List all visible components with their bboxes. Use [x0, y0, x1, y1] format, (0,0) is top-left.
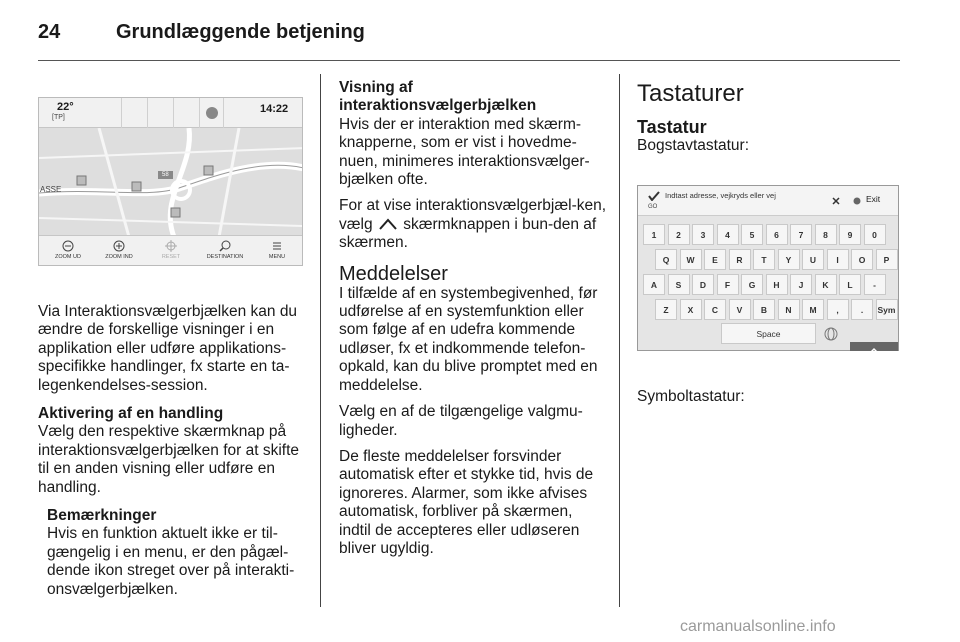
symbol-section [637, 388, 899, 414]
column-3 [637, 79, 899, 163]
crosshair-icon [165, 240, 177, 252]
map-place-label: ASSE [40, 185, 62, 194]
temperature: 22° [57, 101, 74, 113]
chevron-up-icon [850, 346, 898, 355]
key[interactable]: H [766, 274, 788, 295]
key[interactable]: 8 [815, 224, 837, 245]
zoom-in-icon [113, 240, 125, 252]
clock: 14:22 [260, 103, 289, 115]
favourites-tab[interactable] [199, 98, 224, 128]
key[interactable]: V [729, 299, 751, 320]
heading-tastaturer: Tastaturer [637, 80, 744, 107]
key[interactable]: W [680, 249, 702, 270]
zoom-out-button[interactable]: ZOOM UD [44, 236, 92, 266]
letter-keyboard-screenshot [637, 185, 899, 351]
key[interactable]: A [643, 274, 665, 295]
heading-tastatur: Tastatur [637, 117, 707, 137]
status-bar [39, 98, 302, 128]
exit-icon [853, 197, 861, 205]
key[interactable]: . [851, 299, 873, 320]
key[interactable]: N [778, 299, 800, 320]
watermark: carmanualsonline.info [680, 618, 836, 635]
key[interactable]: B [753, 299, 775, 320]
key[interactable]: 3 [692, 224, 714, 245]
clear-icon[interactable] [831, 196, 841, 206]
heading-visning: Visning af interaktionsvælgerbjælken [339, 79, 537, 115]
key[interactable]: M [802, 299, 824, 320]
go-label: GO [648, 204, 658, 210]
key[interactable]: F [717, 274, 739, 295]
key[interactable]: Q [655, 249, 677, 270]
show-bar-paragraph: For at vise interaktionsvælgerbjæl-ken, vælg skærmknappen i bun-den af skærmen. [339, 197, 607, 252]
nav-tab[interactable] [121, 98, 146, 128]
key[interactable]: 6 [766, 224, 788, 245]
page-title: Grundlæggende betjening [116, 21, 365, 43]
key[interactable]: E [704, 249, 726, 270]
exit-button[interactable]: Exit [866, 194, 881, 204]
key[interactable]: , [827, 299, 849, 320]
key[interactable]: 4 [717, 224, 739, 245]
destination-button[interactable]: DESTINATION [199, 236, 251, 266]
note-title: Bemærkninger [47, 507, 157, 525]
globe-icon[interactable] [824, 327, 838, 341]
symbol-keyboard-label: Symboltastatur: [637, 388, 745, 405]
tp-indicator: [TP] [52, 114, 65, 121]
key[interactable]: Sym [876, 299, 898, 320]
navigation-screenshot [38, 97, 303, 266]
intro-paragraph: Via Interaktionsvælgerbjælken kan du ændre de forskellige visninger i en applikation eller udføre applikations-specifikke handlinger, fx starte en ta-legenkendelses-session. [38, 303, 298, 394]
collapse-tab[interactable] [850, 342, 898, 351]
key[interactable]: K [815, 274, 837, 295]
note-text: Hvis en funktion aktuelt ikke er til-gængelig i en menu, er den pågæl-dende ikon streget over på interakti-onsvælgerbjælken. [47, 525, 295, 598]
page-number: 24 [38, 21, 61, 43]
key[interactable]: G [741, 274, 763, 295]
road-label: 58 [158, 171, 173, 179]
key[interactable]: 2 [668, 224, 690, 245]
note-box [38, 507, 308, 599]
key[interactable]: I [827, 249, 849, 270]
destination-icon [219, 240, 231, 252]
key[interactable]: 0 [864, 224, 886, 245]
key[interactable]: C [704, 299, 726, 320]
key[interactable]: X [680, 299, 702, 320]
key[interactable]: Z [655, 299, 677, 320]
column-divider [320, 74, 321, 607]
key[interactable]: 9 [839, 224, 861, 245]
key[interactable]: R [729, 249, 751, 270]
activation-paragraph: Vælg den respektive skærmknap på interaktionsvælgerbjælken for at skifte til en anden visning eller udføre en handling. [38, 423, 300, 496]
heading-meddelelser: Meddelelser [339, 262, 448, 285]
interaction-selector-bar [39, 235, 302, 265]
chevron-up-icon [377, 217, 399, 231]
options-paragraph: Vælg en af de tilgængelige valgmu-ligheder. [339, 403, 583, 439]
key[interactable]: Y [778, 249, 800, 270]
key[interactable]: 7 [790, 224, 812, 245]
key[interactable]: - [864, 274, 886, 295]
letter-keyboard-label: Bogstavtastatur: [637, 137, 750, 154]
checkmark-icon [648, 191, 660, 201]
key[interactable]: T [753, 249, 775, 270]
key[interactable]: D [692, 274, 714, 295]
meddelelser-paragraph: I tilfælde af en systembegivenhed, før udførelse af en systemfunktion eller som følge af en udefra kommende udløser, fx et indkommende telefon-opkald, kan du blive promptet med en meddelelse. [339, 284, 598, 394]
menu-button[interactable]: MENU [253, 236, 301, 266]
column-divider [619, 74, 620, 607]
reset-button[interactable]: RESET [147, 236, 195, 266]
key[interactable]: O [851, 249, 873, 270]
key[interactable]: U [802, 249, 824, 270]
zoom-out-icon [62, 240, 74, 252]
key[interactable]: P [876, 249, 898, 270]
address-input[interactable]: Indtast adresse, vejkryds eller vej [665, 191, 776, 200]
key[interactable]: S [668, 274, 690, 295]
media-tab[interactable] [147, 98, 172, 128]
column-2 [339, 79, 607, 566]
key[interactable]: 5 [741, 224, 763, 245]
key[interactable]: 1 [643, 224, 665, 245]
dismiss-paragraph: De fleste meddelelser forsvinder automatisk efter et stykke tid, hvis de ignoreres. Alarmer, som ikke afvises automatisk, forbliver på skærmen, indtil de accepteres eller udløseren bliver ugyldig. [339, 447, 594, 557]
phone-tab[interactable] [173, 98, 198, 128]
visning-paragraph: Hvis der er interaktion med skærm-knapperne, som er vist i hovedme-nuen, minimeres interaktionsvælger-bjælken ofte. [339, 115, 590, 189]
favourite-icon [205, 106, 219, 120]
key[interactable]: L [839, 274, 861, 295]
header-rule [38, 60, 900, 61]
key[interactable]: J [790, 274, 812, 295]
keyboard-input-bar [638, 186, 898, 216]
menu-icon [271, 240, 283, 252]
column-1 [38, 303, 308, 607]
heading-activation: Aktivering af en handling [38, 405, 224, 423]
space-key[interactable]: Space [721, 323, 816, 344]
zoom-in-button[interactable]: ZOOM IND [95, 236, 143, 266]
